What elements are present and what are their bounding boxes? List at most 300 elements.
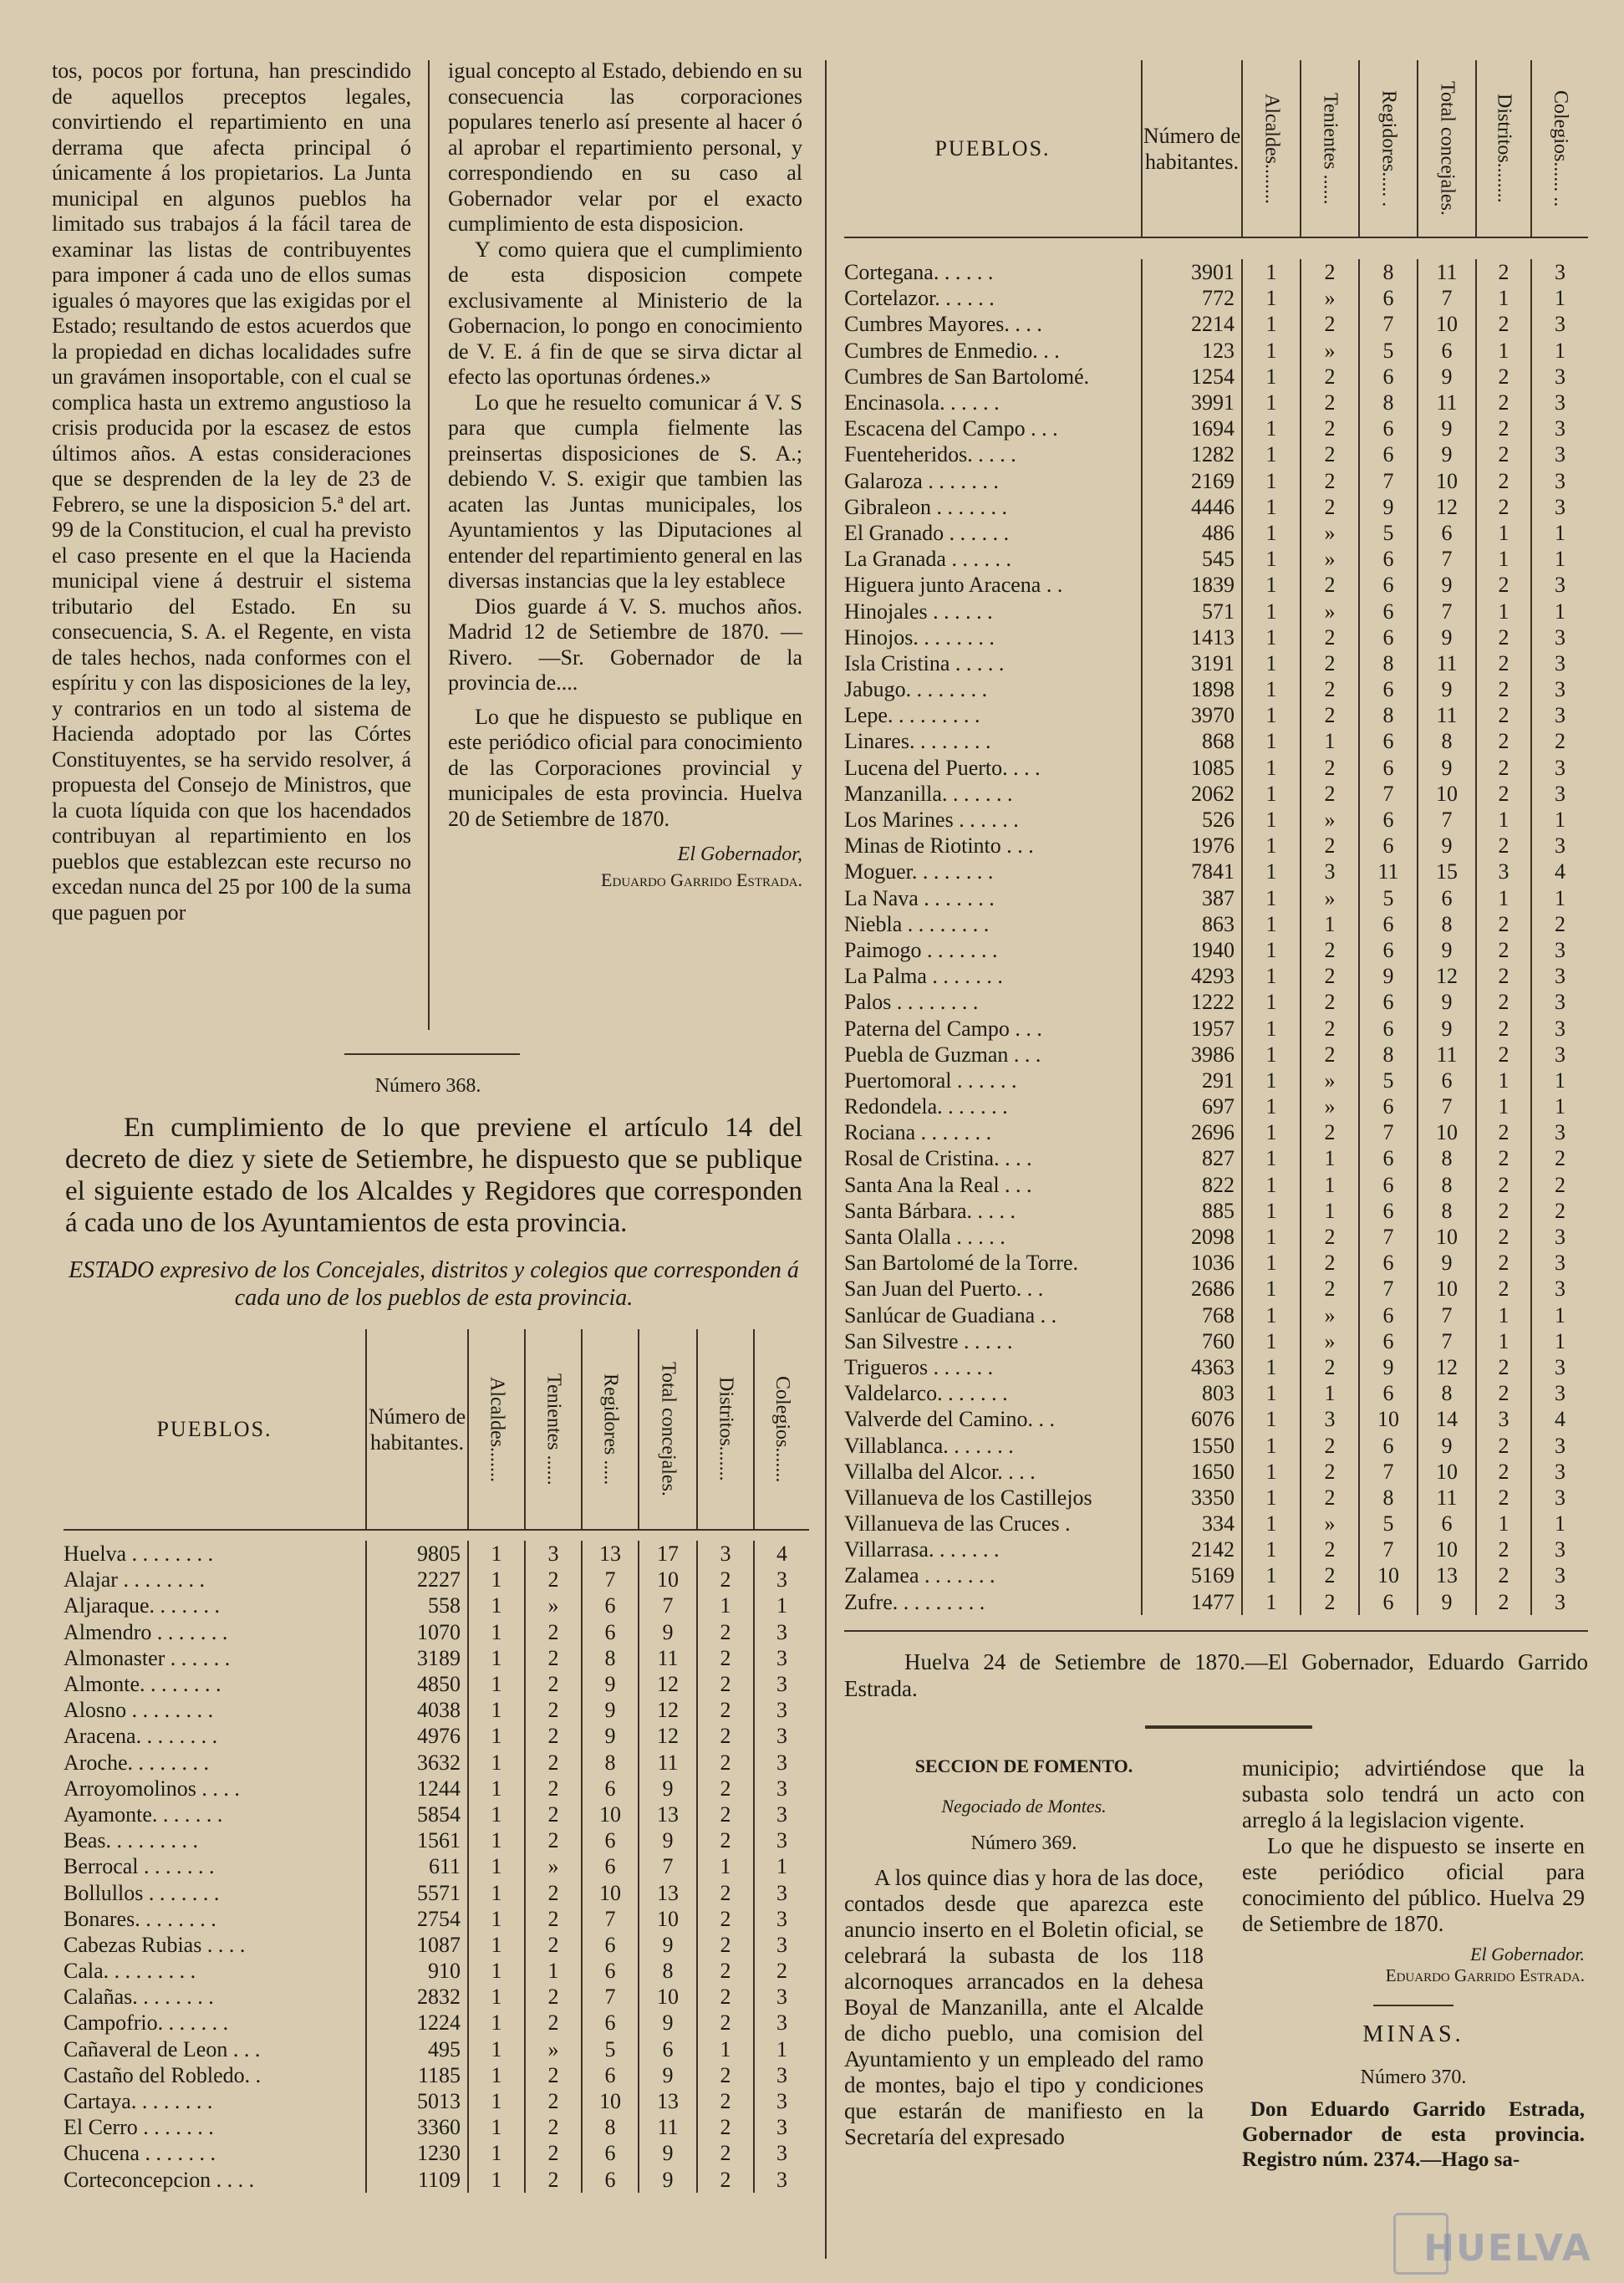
colegios-cell: 3	[754, 1645, 809, 1671]
right-table-row	[844, 989, 1588, 1015]
colegios-cell: 1	[1531, 1068, 1588, 1093]
left-table-row	[64, 1801, 809, 1827]
distritos-cell: 2	[1476, 1198, 1531, 1224]
town-name-cell: El Cerro . . . . . . .	[64, 2115, 214, 2140]
population-cell: 2754	[366, 1906, 468, 1932]
colegios-cell: 4	[1531, 859, 1588, 884]
tenientes-cell: 1	[1301, 1198, 1359, 1224]
population-cell: 1224	[366, 2010, 468, 2036]
left-header-regidores: Regidores .....	[582, 1329, 639, 1530]
town-name-cell: Paterna del Campo . . .	[844, 1016, 1042, 1041]
regidores-cell: 9	[582, 1671, 639, 1697]
right-table-row	[844, 1276, 1588, 1302]
town-name-cell: La Granada . . . . . .	[844, 547, 1011, 572]
total-concejales-cell: 9	[1418, 364, 1476, 390]
alcaldes-cell: 1	[468, 1645, 525, 1671]
distritos-cell: 2	[697, 1645, 754, 1671]
regidores-cell: 11	[1359, 859, 1418, 884]
tenientes-cell: 2	[1301, 937, 1359, 963]
right-table-row	[844, 937, 1588, 963]
population-cell: 1185	[366, 2062, 468, 2088]
total-concejales-cell: 10	[1418, 311, 1476, 337]
regidores-cell: 6	[582, 2140, 639, 2166]
colegios-cell: 2	[754, 1958, 809, 1984]
colegios-cell: 3	[1531, 937, 1588, 963]
colegios-cell: 1	[754, 2036, 809, 2062]
regidores-cell: 5	[1359, 1068, 1418, 1093]
total-concejales-cell: 6	[1418, 338, 1476, 364]
tenientes-cell: 2	[1301, 781, 1359, 807]
distritos-cell: 1	[1476, 807, 1531, 833]
tenientes-cell: »	[525, 2036, 582, 2062]
population-cell: 2227	[366, 1567, 468, 1592]
total-concejales-cell: 11	[1418, 390, 1476, 415]
right-header-total: Total concejales.	[1418, 60, 1476, 237]
town-name-cell: Paimogo . . . . . . .	[844, 937, 998, 962]
total-concejales-cell: 8	[1418, 911, 1476, 937]
total-concejales-cell: 9	[1418, 1589, 1476, 1615]
town-name-cell: Fuenteheridos. . . . .	[844, 442, 1016, 467]
total-concejales-cell: 7	[1418, 598, 1476, 624]
distritos-cell: 2	[1476, 728, 1531, 754]
huelva-watermark: HUELVA	[1423, 2227, 1592, 2270]
alcaldes-cell: 1	[1242, 1459, 1301, 1485]
right-table-row	[844, 1536, 1588, 1562]
regidores-cell: 6	[1359, 1198, 1418, 1224]
distritos-cell: 1	[1476, 285, 1531, 311]
regidores-cell: 8	[582, 2114, 639, 2140]
right-header-colegios: Colegios...... ..	[1531, 60, 1588, 237]
town-name-cell: Cortegana. . . . . .	[844, 260, 994, 285]
alcaldes-cell: 1	[1242, 1406, 1301, 1432]
tenientes-cell: 2	[525, 1697, 582, 1723]
tenientes-cell: 2	[1301, 364, 1359, 390]
right-table	[844, 60, 1588, 1615]
colegios-cell: 3	[754, 1932, 809, 1958]
town-name-cell: San Bartolomé de la Torre.	[844, 1251, 1079, 1276]
regidores-cell: 8	[1359, 390, 1418, 415]
colegios-cell: 3	[754, 2010, 809, 2036]
population-cell: 9805	[366, 1541, 468, 1567]
distritos-cell: 2	[697, 1827, 754, 1853]
town-name-cell: Lepe. . . . . . . . .	[844, 703, 980, 728]
regidores-cell: 6	[1359, 1093, 1418, 1119]
colegios-cell: 2	[1531, 1198, 1588, 1224]
population-cell: 2142	[1142, 1536, 1242, 1562]
distritos-cell: 2	[1476, 1459, 1531, 1485]
town-name-cell: Cumbres Mayores. . . .	[844, 312, 1042, 337]
alcaldes-cell: 1	[1242, 1589, 1301, 1615]
total-concejales-cell: 7	[1418, 1302, 1476, 1328]
distritos-cell: 2	[697, 1801, 754, 1827]
town-name-cell: Bonares. . . . . . . .	[64, 1906, 216, 1931]
left-table-row	[64, 1619, 809, 1645]
alcaldes-cell: 1	[1242, 572, 1301, 598]
colegios-cell: 3	[754, 1801, 809, 1827]
colegios-cell: 3	[754, 1827, 809, 1853]
distritos-cell: 1	[697, 2036, 754, 2062]
town-name-cell: Jabugo. . . . . . . .	[844, 677, 988, 702]
alcaldes-cell: 1	[1242, 859, 1301, 884]
left-header-pueblos: PUEBLOS.	[64, 1329, 366, 1530]
distritos-cell: 1	[1476, 338, 1531, 364]
regidores-cell: 7	[1359, 1119, 1418, 1145]
left-header-total: Total concejales.	[639, 1329, 697, 1530]
regidores-cell: 8	[1359, 650, 1418, 676]
alcaldes-cell: 1	[1242, 1224, 1301, 1250]
population-cell: 4976	[366, 1723, 468, 1749]
tenientes-cell: 2	[1301, 468, 1359, 494]
population-cell: 1222	[1142, 989, 1242, 1015]
total-concejales-cell: 9	[639, 2140, 697, 2166]
alcaldes-cell: 1	[1242, 1432, 1301, 1458]
tenientes-cell: 2	[1301, 415, 1359, 441]
colegios-cell: 2	[1531, 911, 1588, 937]
right-table-row	[844, 963, 1588, 989]
alcaldes-cell: 1	[468, 1750, 525, 1776]
tenientes-cell: »	[1301, 520, 1359, 546]
colegios-cell: 3	[1531, 441, 1588, 467]
colegios-cell: 3	[754, 2114, 809, 2140]
alcaldes-cell: 1	[1242, 1302, 1301, 1328]
regidores-cell: 5	[1359, 520, 1418, 546]
alcaldes-cell: 1	[468, 2167, 525, 2193]
population-cell: 5571	[366, 1879, 468, 1905]
total-concejales-cell: 12	[1418, 1354, 1476, 1380]
alcaldes-cell: 1	[1242, 1198, 1301, 1224]
alcaldes-cell: 1	[468, 1853, 525, 1879]
regidores-cell: 6	[1359, 285, 1418, 311]
tenientes-cell: 2	[1301, 1536, 1359, 1562]
right-table-row	[844, 390, 1588, 415]
population-cell: 1087	[366, 1932, 468, 1958]
alcaldes-cell: 1	[1242, 494, 1301, 520]
distritos-cell: 2	[1476, 676, 1531, 702]
distritos-cell: 1	[1476, 520, 1531, 546]
distritos-cell: 2	[697, 1567, 754, 1592]
total-concejales-cell: 10	[1418, 468, 1476, 494]
town-name-cell: Aracena. . . . . . . .	[64, 1724, 218, 1749]
population-cell: 3901	[1142, 259, 1242, 285]
colegios-cell: 1	[1531, 285, 1588, 311]
population-cell: 2169	[1142, 468, 1242, 494]
population-cell: 1650	[1142, 1459, 1242, 1485]
alcaldes-cell: 1	[468, 1723, 525, 1749]
colegios-cell: 4	[1531, 1406, 1588, 1432]
alcaldes-cell: 1	[468, 2036, 525, 2062]
town-name-cell: La Nava . . . . . . .	[844, 885, 995, 910]
population-cell: 4038	[366, 1697, 468, 1723]
town-name-cell: Cabezas Rubias . . . .	[64, 1932, 246, 1957]
right-table-row	[844, 1093, 1588, 1119]
colegios-cell: 1	[1531, 807, 1588, 833]
distritos-cell: 1	[1476, 1511, 1531, 1536]
population-cell: 545	[1142, 546, 1242, 572]
right-table-row	[844, 1380, 1588, 1406]
alcaldes-cell: 1	[468, 1984, 525, 2010]
regidores-cell: 9	[582, 1697, 639, 1723]
regidores-cell: 5	[1359, 1511, 1418, 1536]
alcaldes-cell: 1	[468, 1697, 525, 1723]
colegios-cell: 3	[754, 1723, 809, 1749]
total-concejales-cell: 7	[1418, 807, 1476, 833]
total-concejales-cell: 12	[639, 1723, 697, 1749]
right-header-alcaldes: Alcaldes........	[1242, 60, 1301, 237]
distritos-cell: 2	[697, 2088, 754, 2114]
right-table-row	[844, 728, 1588, 754]
distritos-cell: 2	[1476, 1589, 1531, 1615]
alcaldes-cell: 1	[468, 1827, 525, 1853]
tenientes-cell: »	[1301, 1093, 1359, 1119]
colegios-cell: 3	[1531, 1015, 1588, 1041]
regidores-cell: 6	[582, 1592, 639, 1618]
tenientes-cell: »	[1301, 1328, 1359, 1354]
right-table-row	[844, 1589, 1588, 1615]
tenientes-cell: 1	[1301, 1380, 1359, 1406]
regidores-cell: 7	[1359, 1276, 1418, 1302]
town-name-cell: Hinojales . . . . . .	[844, 599, 993, 624]
regidores-cell: 7	[582, 1906, 639, 1932]
left-table-row	[64, 1879, 809, 1905]
colegios-cell: 3	[1531, 833, 1588, 859]
left-table-row	[64, 1827, 809, 1853]
distritos-cell: 1	[1476, 546, 1531, 572]
town-name-cell: Cartaya. . . . . . . .	[64, 2089, 213, 2114]
regidores-cell: 5	[582, 2036, 639, 2062]
colegios-cell: 3	[1531, 781, 1588, 807]
left-table	[64, 1329, 809, 2193]
distritos-cell: 2	[1476, 937, 1531, 963]
right-table-row	[844, 520, 1588, 546]
distritos-cell: 2	[1476, 1432, 1531, 1458]
right-table-row	[844, 546, 1588, 572]
right-table-row	[844, 755, 1588, 781]
distritos-cell: 2	[1476, 364, 1531, 390]
colegios-cell: 3	[754, 2140, 809, 2166]
regidores-cell: 6	[1359, 1302, 1418, 1328]
town-name-cell: Rosal de Cristina. . . .	[844, 1146, 1032, 1171]
distritos-cell: 2	[1476, 1250, 1531, 1276]
colegios-cell: 3	[1531, 755, 1588, 781]
right-table-row	[844, 1145, 1588, 1171]
left-table-row	[64, 1645, 809, 1671]
town-name-cell: San Silvestre . . . . .	[844, 1328, 1013, 1353]
population-cell: 910	[366, 1958, 468, 1984]
colegios-cell: 3	[1531, 572, 1588, 598]
alcaldes-cell: 1	[1242, 468, 1301, 494]
distritos-cell: 2	[1476, 1015, 1531, 1041]
tenientes-cell: 2	[1301, 1224, 1359, 1250]
total-concejales-cell: 6	[1418, 1511, 1476, 1536]
middle-column	[448, 59, 802, 891]
population-cell: 611	[366, 1853, 468, 1879]
population-cell: 495	[366, 2036, 468, 2062]
regidores-cell: 6	[1359, 624, 1418, 650]
town-name-cell: Galaroza . . . . . . .	[844, 468, 999, 493]
regidores-cell: 6	[1359, 1015, 1418, 1041]
colegios-cell: 1	[1531, 1093, 1588, 1119]
total-concejales-cell: 9	[1418, 937, 1476, 963]
population-cell: 768	[1142, 1302, 1242, 1328]
distritos-cell: 2	[1476, 441, 1531, 467]
right-table-row	[844, 1406, 1588, 1432]
total-concejales-cell: 9	[639, 1932, 697, 1958]
distritos-cell: 2	[1476, 833, 1531, 859]
colegios-cell: 3	[1531, 1042, 1588, 1068]
population-cell: 6076	[1142, 1406, 1242, 1432]
colegios-cell: 3	[1531, 1589, 1588, 1615]
population-cell: 291	[1142, 1068, 1242, 1093]
alcaldes-cell: 1	[1242, 390, 1301, 415]
total-concejales-cell: 8	[1418, 1172, 1476, 1198]
tenientes-cell: 1	[1301, 1145, 1359, 1171]
population-cell: 2686	[1142, 1276, 1242, 1302]
regidores-cell: 8	[1359, 1485, 1418, 1511]
regidores-cell: 6	[1359, 598, 1418, 624]
tenientes-cell: 2	[1301, 1354, 1359, 1380]
total-concejales-cell: 13	[639, 1879, 697, 1905]
colegios-cell: 3	[754, 1671, 809, 1697]
total-concejales-cell: 15	[1418, 859, 1476, 884]
tenientes-cell: 2	[525, 1567, 582, 1592]
tenientes-cell: 2	[525, 2062, 582, 2088]
population-cell: 3632	[366, 1750, 468, 1776]
tenientes-cell: 2	[1301, 1015, 1359, 1041]
alcaldes-cell: 1	[1242, 546, 1301, 572]
town-name-cell: Sanlúcar de Guadiana . .	[844, 1302, 1057, 1328]
distritos-cell: 2	[1476, 781, 1531, 807]
total-concejales-cell: 11	[1418, 259, 1476, 285]
regidores-cell: 9	[582, 1723, 639, 1749]
alcaldes-cell: 1	[468, 1776, 525, 1801]
table-footer: Huelva 24 de Setiembre de 1870.—El Gobernador, Eduardo Garrido Estrada.	[844, 1649, 1588, 1701]
population-cell: 3191	[1142, 650, 1242, 676]
minas-rule	[1373, 2005, 1453, 2006]
population-cell: 4293	[1142, 963, 1242, 989]
total-concejales-cell: 9	[1418, 989, 1476, 1015]
tenientes-cell: 2	[1301, 311, 1359, 337]
total-concejales-cell: 11	[639, 1645, 697, 1671]
tenientes-cell: 2	[1301, 1432, 1359, 1458]
left-table-row	[64, 1853, 809, 1879]
population-cell: 1940	[1142, 937, 1242, 963]
town-name-cell: Isla Cristina . . . . .	[844, 650, 1005, 675]
tenientes-cell: 3	[1301, 1406, 1359, 1432]
left-table-row	[64, 2036, 809, 2062]
total-concejales-cell: 9	[1418, 676, 1476, 702]
regidores-cell: 7	[1359, 311, 1418, 337]
colegios-cell: 3	[1531, 1562, 1588, 1588]
town-name-cell: Zufre. . . . . . . . .	[844, 1589, 985, 1614]
colegios-cell: 3	[1531, 1224, 1588, 1250]
tenientes-cell: 2	[525, 1984, 582, 2010]
tenientes-cell: 2	[1301, 1250, 1359, 1276]
tenientes-cell: »	[1301, 338, 1359, 364]
alcaldes-cell: 1	[1242, 1276, 1301, 1302]
town-name-cell: Villanueva de los Castillejos	[844, 1485, 1092, 1510]
tenientes-cell: 2	[1301, 624, 1359, 650]
colegios-cell: 3	[1531, 1119, 1588, 1145]
total-concejales-cell: 9	[1418, 624, 1476, 650]
left-table-row	[64, 1984, 809, 2010]
left-header-alcaldes: Alcaldes.......	[468, 1329, 525, 1530]
colegios-cell: 3	[1531, 1459, 1588, 1485]
distritos-cell: 2	[697, 1619, 754, 1645]
total-concejales-cell: 9	[1418, 755, 1476, 781]
alcaldes-cell: 1	[1242, 807, 1301, 833]
population-cell: 4446	[1142, 494, 1242, 520]
distritos-cell: 2	[1476, 624, 1531, 650]
population-cell: 5013	[366, 2088, 468, 2114]
tenientes-cell: 1	[1301, 728, 1359, 754]
distritos-cell: 2	[1476, 494, 1531, 520]
distritos-cell: 2	[1476, 1485, 1531, 1511]
population-cell: 1413	[1142, 624, 1242, 650]
alcaldes-cell: 1	[1242, 885, 1301, 911]
town-name-cell: Los Marines . . . . . .	[844, 808, 1019, 833]
total-concejales-cell: 11	[1418, 1485, 1476, 1511]
colegios-cell: 1	[1531, 1328, 1588, 1354]
colegios-cell: 3	[1531, 702, 1588, 728]
population-cell: 822	[1142, 1172, 1242, 1198]
left-table-row	[64, 1592, 809, 1618]
population-cell: 387	[1142, 885, 1242, 911]
right-table-row	[844, 1224, 1588, 1250]
distritos-cell: 2	[697, 1671, 754, 1697]
alcaldes-cell: 1	[468, 2114, 525, 2140]
right-table-row	[844, 259, 1588, 285]
tenientes-cell: 1	[525, 1958, 582, 1984]
alcaldes-cell: 1	[1242, 415, 1301, 441]
tenientes-cell: »	[1301, 1511, 1359, 1536]
tenientes-cell: 2	[525, 1619, 582, 1645]
right-table-row	[844, 1562, 1588, 1588]
distritos-cell: 3	[1476, 859, 1531, 884]
colegios-cell: 1	[1531, 1302, 1588, 1328]
tenientes-cell: 1	[1301, 911, 1359, 937]
distritos-cell: 2	[697, 1723, 754, 1749]
town-name-cell: Bollullos . . . . . . .	[64, 1880, 220, 1905]
tenientes-cell: 2	[525, 2140, 582, 2166]
population-cell: 863	[1142, 911, 1242, 937]
right-table-row	[844, 859, 1588, 884]
tenientes-cell: 2	[1301, 259, 1359, 285]
regidores-cell: 10	[1359, 1562, 1418, 1588]
distritos-cell: 2	[1476, 1276, 1531, 1302]
town-name-cell: Castaño del Robledo. .	[64, 2062, 262, 2087]
right-header-tenientes: Tenientes ......	[1301, 60, 1359, 237]
total-concejales-cell: 11	[1418, 702, 1476, 728]
regidores-cell: 6	[582, 1827, 639, 1853]
population-cell: 2098	[1142, 1224, 1242, 1250]
distritos-cell: 1	[1476, 598, 1531, 624]
town-name-cell: Corteconcepcion . . . .	[64, 2167, 255, 2192]
alcaldes-cell: 1	[468, 1958, 525, 1984]
fomento-heading: SECCION DE FOMENTO.	[914, 1756, 1133, 1776]
total-concejales-cell: 11	[1418, 1042, 1476, 1068]
distritos-cell: 2	[697, 1958, 754, 1984]
right-table-row	[844, 1302, 1588, 1328]
total-concejales-cell: 9	[1418, 415, 1476, 441]
right-table-row	[844, 415, 1588, 441]
total-concejales-cell: 10	[1418, 1224, 1476, 1250]
tenientes-cell: 2	[1301, 989, 1359, 1015]
total-concejales-cell: 10	[1418, 1536, 1476, 1562]
colegios-cell: 1	[1531, 520, 1588, 546]
colegios-cell: 3	[1531, 624, 1588, 650]
total-concejales-cell: 8	[1418, 1145, 1476, 1171]
middle-paragraph-1: igual concepto al Estado, debiendo en su consecuencia las corporaciones populares tenerlo así presente al hacer ó al aprobar el repartimiento personal, y correspondiendo en su caso al Gobernador velar por el exacto cumplimiento de esta disposicion.	[448, 59, 802, 236]
